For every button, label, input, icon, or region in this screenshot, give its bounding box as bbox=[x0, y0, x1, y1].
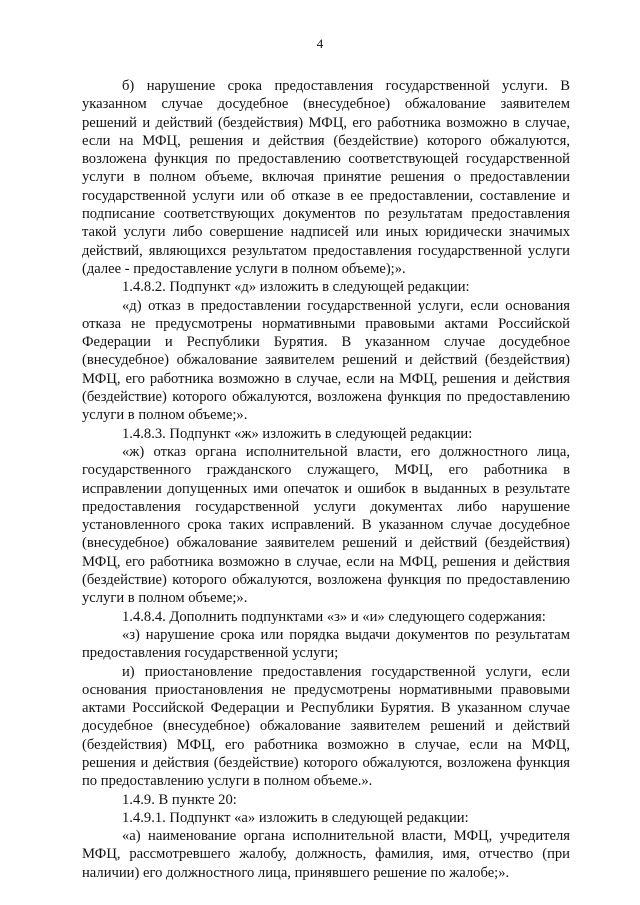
paragraph-1-4-9-heading: 1.4.9. В пункте 20: bbox=[122, 791, 237, 808]
page-number: 4 bbox=[316, 36, 324, 51]
document-body bbox=[82, 77, 570, 882]
paragraph-z-violation-issuance: «з) нарушение срока или порядка выдачи документов по результатам предоставления государственной услуги; bbox=[82, 626, 570, 662]
paragraph-1-4-9-1-heading: 1.4.9.1. Подпункт «а» изложить в следующей редакции: bbox=[122, 809, 469, 826]
paragraph-i-suspension: и) приостановление предоставления государственной услуги, если основания приостановления не предусмотрены нормативными правовыми актами Российской Федерации и Республики Бурятия. В указанном случае досудебное (внесудебное) обжалование заявителем решений и действий (бездействия) МФЦ, его работника возможно в случае, если на МФЦ, решения и действия (бездействие) которого обжалуются, возложена функция по предоставлению услуги в полном объеме.». bbox=[82, 663, 570, 790]
paragraph-1-4-8-3-heading: 1.4.8.3. Подпункт «ж» изложить в следующей редакции: bbox=[122, 425, 473, 442]
paragraph-1-4-8-2-heading: 1.4.8.2. Подпункт «д» изложить в следующей редакции: bbox=[122, 279, 470, 296]
paragraph-zh-refusal-corrections: «ж) отказ органа исполнительной власти, его должностного лица, государственного гражданского служащего, МФЦ, его работника в исправлении допущенных ими опечаток и ошибок в выданных в результате предоставления государственной услуги документах либо нарушение установленного срока таких исправлений. В указанном случае досудебное (внесудебное) обжалование заявителем решений и действий (бездействия) МФЦ, его работника возможно в случае, если на МФЦ, решения и действия (бездействие) которого обжалуются, возложена функция по предоставлению услуги в полном объеме;». bbox=[82, 443, 570, 607]
paragraph-b-violation-term: б) нарушение срока предоставления государственной услуги. В указанном случае досудебное (внесудебное) обжалование заявителем решений и действий (бездействия) МФЦ, его работника возможно в случае, если на МФЦ, решения и действия (бездействие) которого обжалуются, возложена функция по предоставлению соответствующей государственной услуги в полном объеме, включая принятие решения о предоставлении государственной услуги или об отказе в ее предоставлении, составление и подписание соответствующих документов по результатам предоставления такой услуги либо совершение надписей или иных юридически значимых действий, являющихся результатом предоставления государственной услуги (далее - предоставление услуги в полном объеме);». bbox=[82, 78, 570, 277]
paragraph-a-name-of-body: «а) наименование органа исполнительной власти, МФЦ, учредителя МФЦ, рассмотревшего жалобу, должность, фамилия, имя, отчество (при наличии) его должностного лица, принявшего решение по жалобе;». bbox=[82, 828, 570, 881]
paragraph-d-refusal: «д) отказ в предоставлении государственной услуги, если основания отказа не предусмотрены нормативными правовыми актами Российской Федерации и Республики Бурятия. В указанном случае досудебное (внесудебное) обжалование заявителем решений и действий (бездействия) МФЦ, его работника возможно в случае, если на МФЦ, решения и действия (бездействие) которого обжалуются, возложена функция по предоставлению услуги в полном объеме;». bbox=[82, 297, 570, 424]
paragraph-1-4-8-4-heading: 1.4.8.4. Дополнить подпунктами «з» и «и» следующего содержания: bbox=[122, 608, 546, 625]
